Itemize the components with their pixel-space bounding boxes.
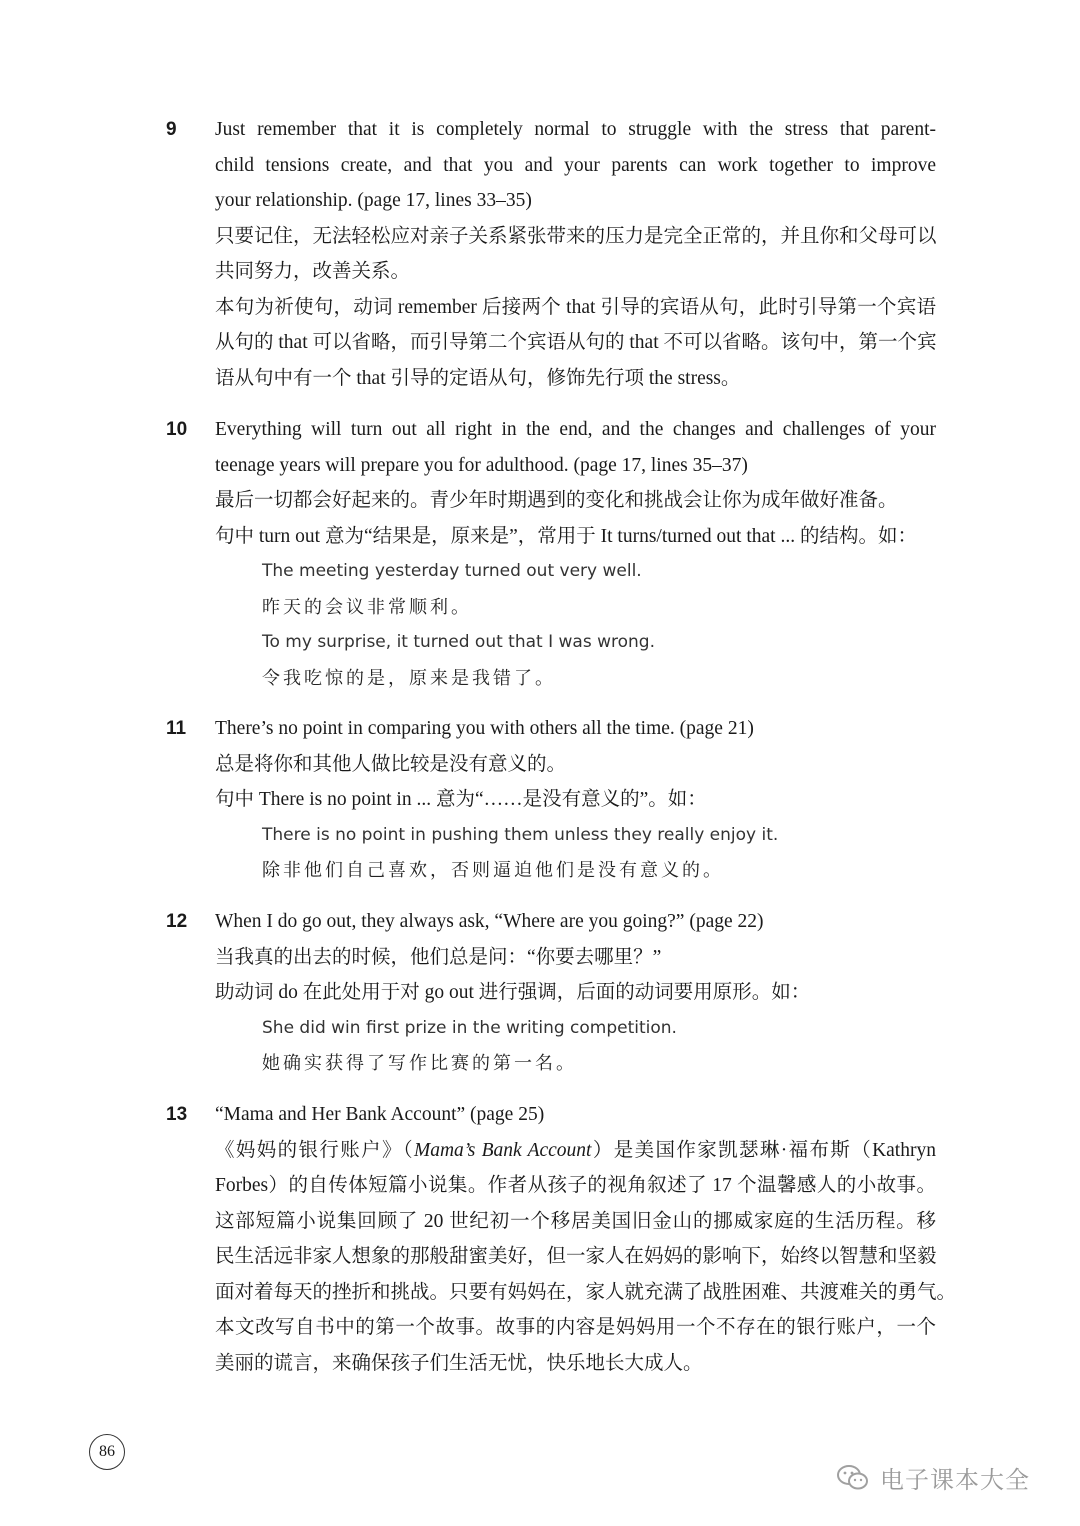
text-line: Everything will turn out all right in the end, and the changes and challenges of your xyxy=(215,419,936,440)
example-en: To my surprise, it turned out that I was wrong. xyxy=(262,632,655,652)
entry-number: 9 xyxy=(166,119,177,140)
book-title-cn: 《妈妈的银行账户》 xyxy=(215,1139,403,1161)
entry-number: 10 xyxy=(166,419,188,440)
text-line: 语从句中有一个 that 引导的定语从句，修饰先行项 the stress。 xyxy=(215,367,741,389)
example-en: The meeting yesterday turned out very well. xyxy=(262,561,642,581)
watermark-text: 电子课本大全 xyxy=(880,1466,1030,1494)
example-cn: 除非他们自己喜欢，否则逼迫他们是没有意义的。 xyxy=(262,860,724,881)
text-line: 共同努力，改善关系。 xyxy=(215,261,411,282)
text-line: 本文改写自书中的第一个故事。故事的内容是妈妈用一个不存在的银行账户，一个 xyxy=(215,1317,936,1338)
text-line: 当我真的出去的时候，他们总是问：“你要去哪里？” xyxy=(215,946,662,968)
watermark xyxy=(836,1460,1030,1495)
text-line: 这部短篇小说集回顾了 20 世纪初一个移居美国旧金山的挪威家庭的生活历程。移 xyxy=(215,1210,936,1232)
text-line: 总是将你和其他人做比较是没有意义的。 xyxy=(215,753,567,775)
text-line: 助动词 do 在此处用于对 go out 进行强调，后面的动词要用原形。如： xyxy=(215,982,811,1003)
example-cn: 她确实获得了写作比赛的第一名。 xyxy=(262,1053,577,1074)
text-line: Just remember that it is completely normal to struggle with the stress that parent- xyxy=(215,119,936,140)
entry-9 xyxy=(166,112,936,396)
entry-number: 11 xyxy=(166,718,187,739)
example-en: She did win first prize in the writing competition. xyxy=(262,1017,677,1038)
text-line: 《妈妈的银行账户》（Mama’s Bank Account）是美国作家凯瑟琳·福布斯（Kathryn xyxy=(215,1139,936,1161)
intro-rest: 是美国作家凯瑟琳·福布斯（Kathryn xyxy=(613,1139,936,1161)
text-line: 只要记住，无法轻松应对亲子关系紧张带来的压力是完全正常的，并且你和父母可以 xyxy=(215,225,937,247)
entry-11 xyxy=(166,711,936,889)
entry-number: 12 xyxy=(166,911,188,932)
page-number: 86 xyxy=(89,1434,125,1470)
text-line: teenage years will prepare you for adulthood. (page 17, lines 35–37) xyxy=(215,454,748,476)
text-line: Forbes）的自传体短篇小说集。作者从孩子的视角叙述了 17 个温馨感人的小故事。 xyxy=(215,1175,936,1196)
wechat-icon xyxy=(836,1464,870,1492)
text-line: 句中 There is no point in ... 意为“……是没有意义的”。如： xyxy=(215,789,707,810)
text-line: 美丽的谎言，来确保孩子们生活无忧，快乐地长大成人。 xyxy=(215,1352,703,1374)
text-line: When I do go out, they always ask, “Where are you going?” (page 22) xyxy=(215,911,764,932)
text-line: 民生活远非家人想象的那般甜蜜美好，但一家人在妈妈的影响下，始终以智慧和坚毅 xyxy=(215,1246,937,1267)
entry-number: 13 xyxy=(166,1104,188,1125)
entry-10 xyxy=(166,412,936,696)
example-cn: 令我吃惊的是，原来是我错了。 xyxy=(262,667,556,689)
text-line: 从句的 that 可以省略，而引导第二个宾语从句的 that 不可以省略。该句中，第一个宾 xyxy=(215,332,937,353)
text-line: 本句为祈使句，动词 remember 后接两个 that 引导的宾语从句，此时引导第一个宾语 xyxy=(215,296,936,318)
entry-title: “Mama and Her Bank Account” (page 25) xyxy=(215,1104,545,1125)
text-line: 面对着每天的挫折和挑战。只要有妈妈在，家人就充满了战胜困难、共渡难关的勇气。 xyxy=(215,1281,957,1303)
text-line: There’s no point in comparing you with others all the time. (page 21) xyxy=(215,718,754,739)
book-title-en: Mama’s Bank Account xyxy=(413,1139,592,1161)
text-line: your relationship. (page 17, lines 33–35) xyxy=(215,190,532,211)
entry-12 xyxy=(166,904,936,1082)
example-en: There is no point in pushing them unless they really enjoy it. xyxy=(262,824,779,845)
entry-13 xyxy=(166,1097,957,1381)
text-line: 句中 turn out 意为“结果是，原来是”，常用于 It turns/turned out that ... 的结构。如： xyxy=(215,525,917,547)
text-line: 最后一切都会好起来的。青少年时期遇到的变化和挑战会让你为成年做好准备。 xyxy=(215,490,898,511)
example-cn: 昨天的会议非常顺利。 xyxy=(262,596,472,618)
text-line: child tensions create, and that you and your parents can work together to improve xyxy=(215,154,936,176)
